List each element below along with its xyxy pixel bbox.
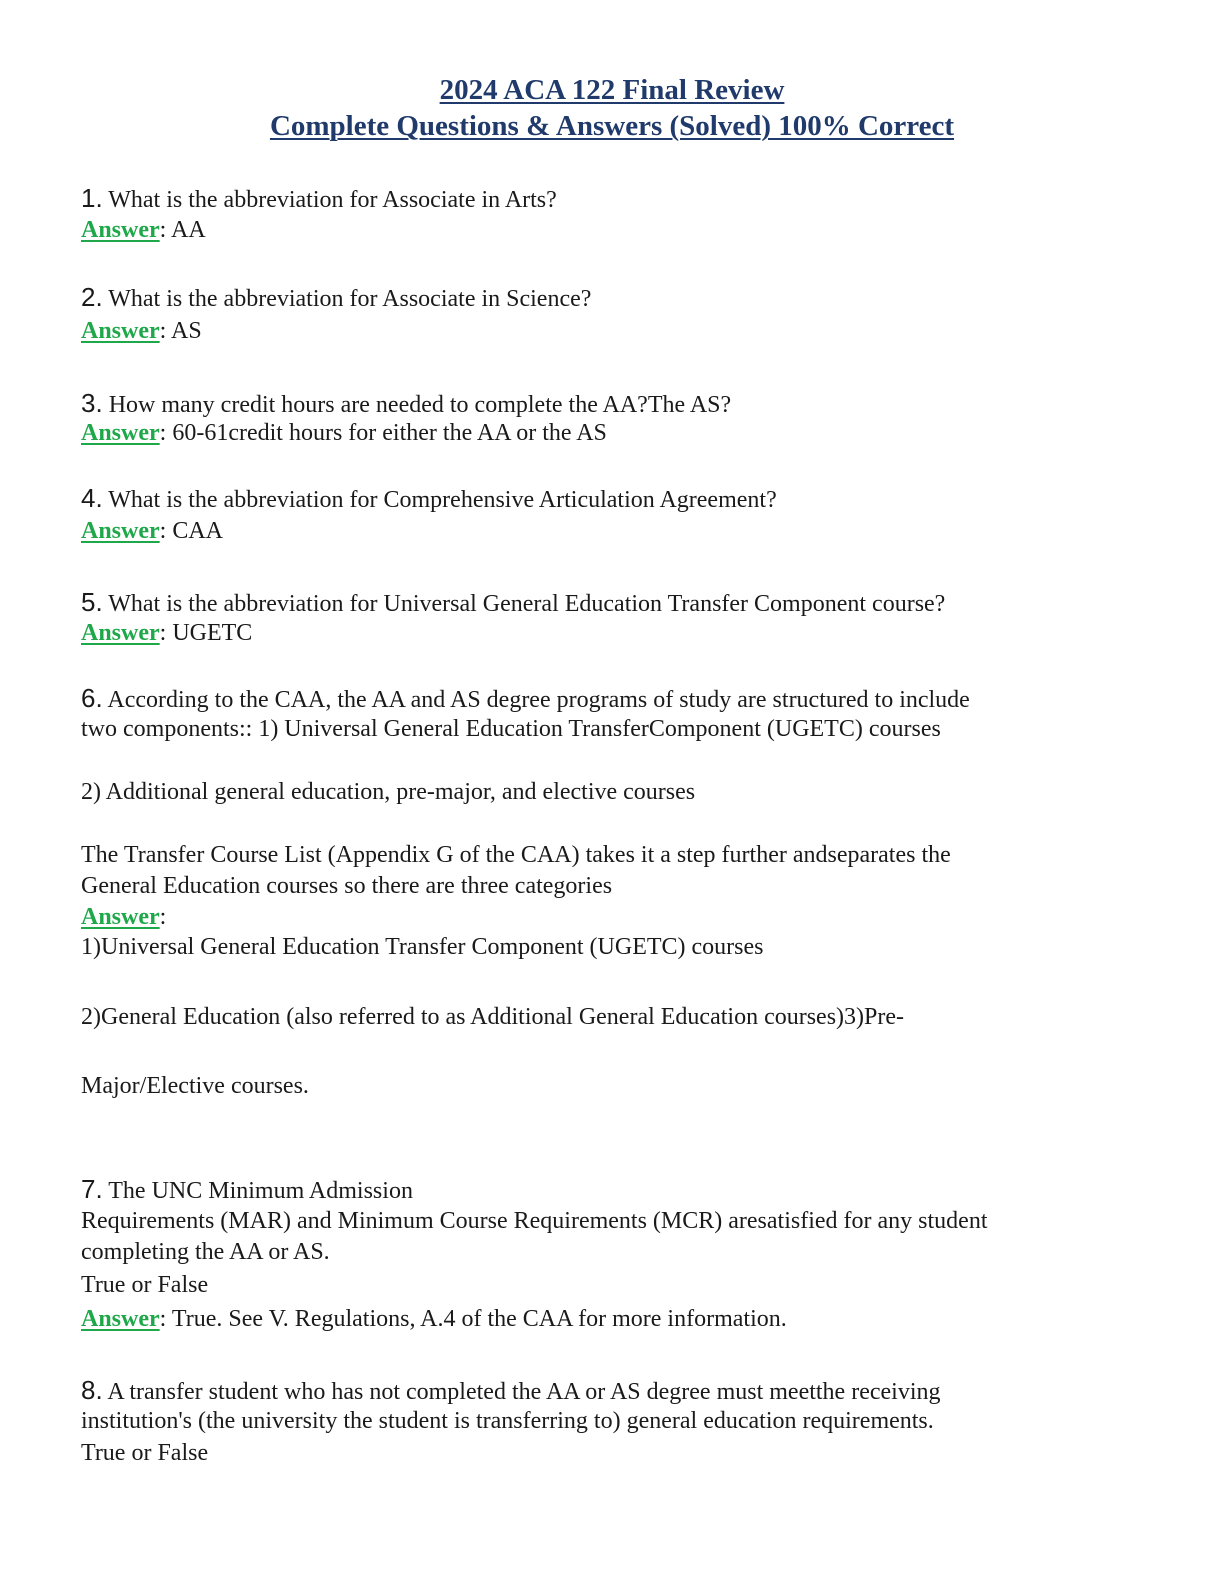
answer-text: : CAA: [159, 518, 223, 544]
answer-1: [81, 215, 206, 245]
question-text: How many credit hours are needed to complete the AA?The AS?: [102, 392, 732, 418]
question-7-line-4: True or False: [81, 1272, 209, 1298]
question-number: 2.: [81, 282, 103, 312]
answer-label: Answer: [81, 620, 160, 646]
answer-6-line-2: 2)General Education (also referred to as Additional General Education courses)3)Pre-: [81, 1004, 905, 1030]
question-number: 5.: [81, 587, 103, 617]
answer-6-line-3: Major/Elective courses.: [81, 1073, 309, 1099]
title-line-2: Complete Questions & Answers (Solved) 100% Correct: [269, 110, 955, 142]
title-line-1: 2024 ACA 122 Final Review: [439, 74, 785, 106]
question-7-line-3: completing the AA or AS.: [81, 1239, 330, 1265]
answer-text: : UGETC: [159, 620, 253, 646]
answer-5: [81, 618, 252, 648]
answer-6-line-1: 1)Universal General Education Transfer Component (UGETC) courses: [81, 934, 764, 960]
question-8-line-3: True or False: [81, 1440, 209, 1466]
answer-2: [81, 316, 202, 346]
answer-label: Answer: [81, 518, 160, 544]
answer-label: Answer: [81, 1306, 160, 1332]
answer-3: [81, 418, 607, 448]
answer-text: : AS: [159, 318, 202, 344]
answer-label: Answer: [81, 318, 160, 344]
question-6-line-4: The Transfer Course List (Appendix G of the CAA) takes it a step further andseparates the: [81, 842, 951, 868]
answer-6: [81, 902, 166, 932]
question-text: What is the abbreviation for Universal General Education Transfer Component course?: [102, 591, 946, 617]
question-5: [81, 587, 945, 619]
answer-text: : 60-61credit hours for either the AA or the AS: [159, 420, 607, 446]
question-text: The UNC Minimum Admission: [102, 1178, 413, 1204]
document-title: [0, 72, 1224, 144]
question-1: [81, 183, 557, 215]
answer-label: Answer: [81, 420, 160, 446]
question-text: What is the abbreviation for Associate in Arts?: [102, 187, 557, 213]
answer-label: Answer: [81, 217, 160, 243]
question-number: 7.: [81, 1174, 103, 1204]
question-8-line-2: institution's (the university the student is transferring to) general education requirements.: [81, 1408, 934, 1434]
question-2: [81, 282, 591, 314]
question-number: 8.: [81, 1375, 103, 1405]
answer-text: : AA: [159, 217, 206, 243]
question-6-line-3: 2) Additional general education, pre-major, and elective courses: [81, 779, 696, 805]
question-number: 3.: [81, 388, 103, 418]
question-7-line-2: Requirements (MAR) and Minimum Course Requirements (MCR) aresatisfied for any student: [81, 1208, 988, 1234]
answer-text: :: [159, 904, 167, 930]
question-6-line-2: two components:: 1) Universal General Education TransferComponent (UGETC) courses: [81, 716, 941, 742]
question-number: 6.: [81, 683, 103, 713]
question-3: [81, 388, 731, 420]
question-7: [81, 1174, 413, 1206]
question-text: What is the abbreviation for Comprehensive Articulation Agreement?: [102, 487, 777, 513]
answer-4: [81, 516, 223, 546]
question-4: [81, 483, 777, 515]
question-6-line-5: General Education courses so there are three categories: [81, 873, 613, 899]
question-number: 1.: [81, 183, 103, 213]
answer-text: : True. See V. Regulations, A.4 of the CAA for more information.: [159, 1306, 787, 1332]
question-text: According to the CAA, the AA and AS degree programs of study are structured to include: [102, 687, 970, 713]
question-8: [81, 1375, 941, 1407]
question-text: A transfer student who has not completed the AA or AS degree must meetthe receiving: [102, 1379, 941, 1405]
question-6: [81, 683, 970, 715]
answer-label: Answer: [81, 904, 160, 930]
question-text: What is the abbreviation for Associate in Science?: [102, 286, 592, 312]
answer-7: [81, 1304, 787, 1334]
question-number: 4.: [81, 483, 103, 513]
